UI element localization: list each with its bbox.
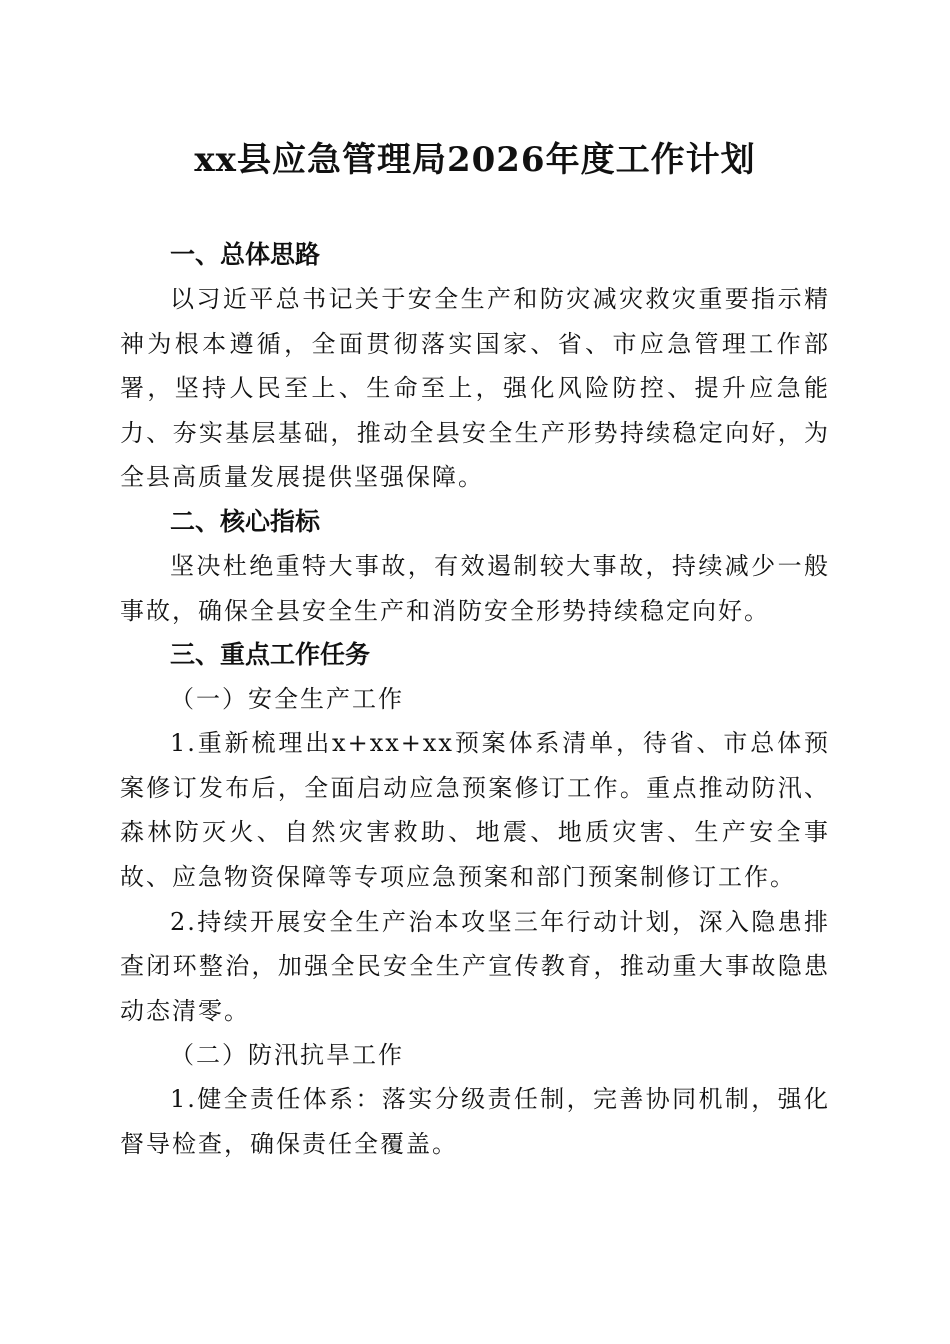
subsection-heading-work-safety: （一）安全生产工作 xyxy=(170,685,404,714)
subsection-heading-flood-drought: （二）防汛抗旱工作 xyxy=(170,1041,404,1070)
section-heading-overall-approach: 一、总体思路 xyxy=(170,240,321,269)
document-body xyxy=(120,233,830,1167)
list-item-work-safety-1: 1.重新梳理出x+xx+xx预案体系清单，待省、市总体预案修订发布后，全面启动应急预案修订工作。重点推动防汛、森林防灭火、自然灾害救助、地震、地质灾害、生产安全事故、应急物资保障等专项应急预案和部门预案制修订工作。 xyxy=(120,729,830,891)
section-heading-key-tasks: 三、重点工作任务 xyxy=(170,640,371,670)
paragraph-overall-approach: 以习近平总书记关于安全生产和防灾减灾救灾重要指示精神为根本遵循，全面贯彻落实国家、省、市应急管理工作部署，坚持人民至上、生命至上，强化风险防控、提升应急能力、夯实基层基础，推动全县安全生产形势持续稳定向好，为全县高质量发展提供坚强保障。 xyxy=(120,285,830,492)
document-title: xx县应急管理局2026年度工作计划 xyxy=(194,140,756,180)
list-item-flood-drought-1: 1.健全责任体系：落实分级责任制，完善协同机制，强化督导检查，确保责任全覆盖。 xyxy=(120,1085,830,1158)
paragraph-core-indicators: 坚决杜绝重特大事故，有效遏制较大事故，持续减少一般事故，确保全县安全生产和消防安全形势持续稳定向好。 xyxy=(120,551,830,625)
list-item-work-safety-2: 2.持续开展安全生产治本攻坚三年行动计划，深入隐患排查闭环整治，加强全民安全生产宣传教育，推动重大事故隐患动态清零。 xyxy=(120,907,830,1025)
section-heading-core-indicators: 二、核心指标 xyxy=(170,506,321,536)
